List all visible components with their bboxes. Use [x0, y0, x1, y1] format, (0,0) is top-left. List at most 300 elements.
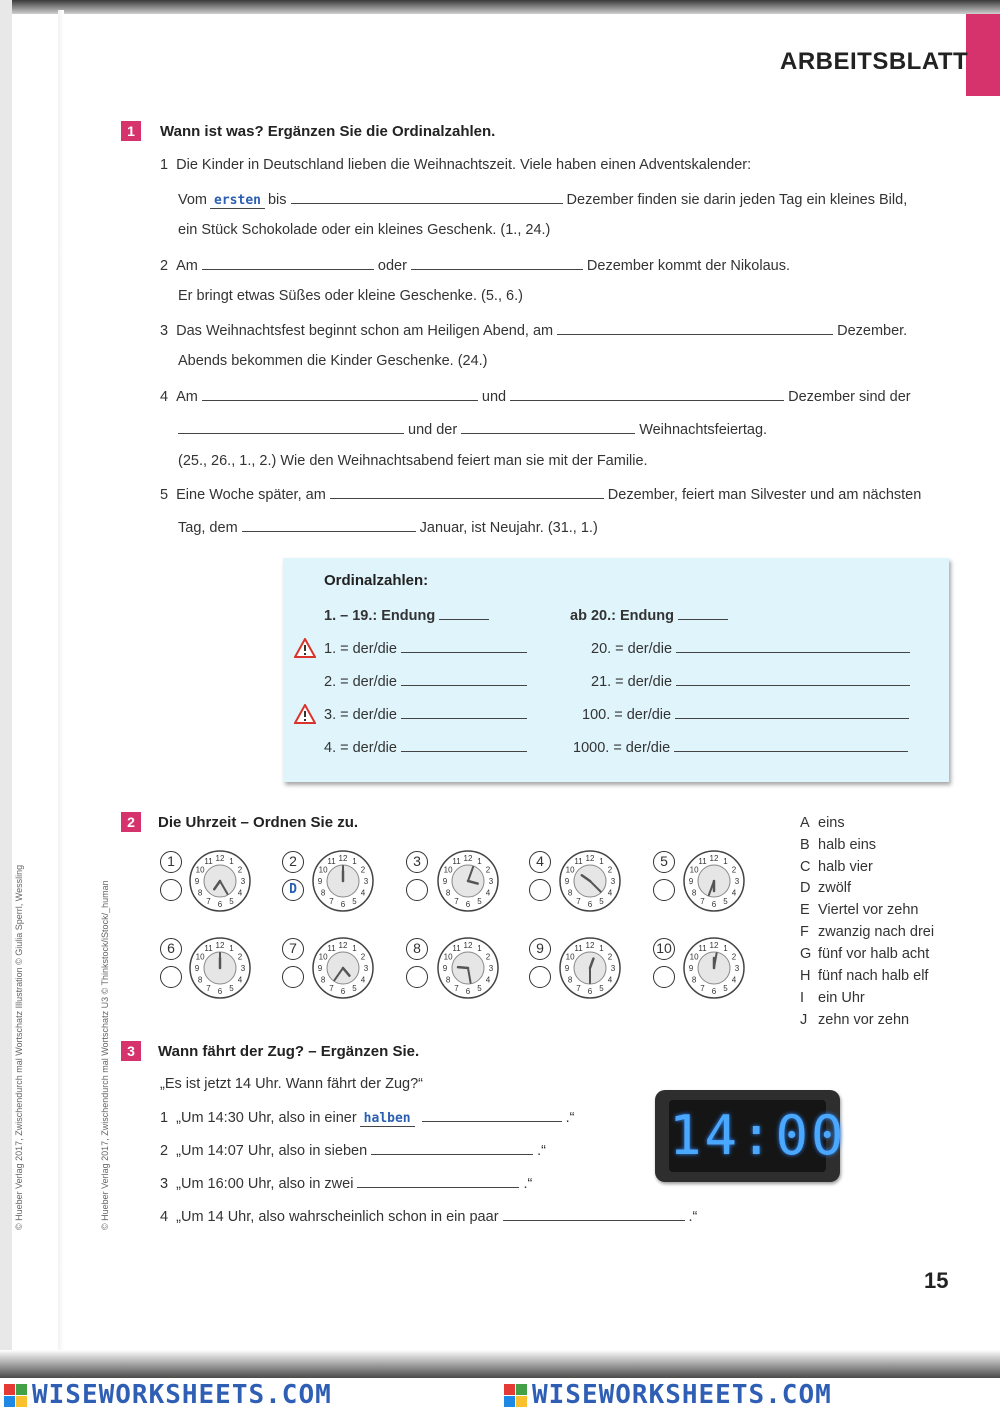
blank-field[interactable] — [330, 485, 604, 499]
ordinal-label: 2. = der/die — [324, 674, 397, 690]
scan-edge-left — [0, 0, 12, 1413]
svg-text:5: 5 — [352, 896, 357, 906]
svg-text:4: 4 — [731, 888, 737, 898]
svg-text:10: 10 — [565, 865, 575, 875]
item-text: „Um 14 Uhr, also wahrscheinlich schon in ein paar — [176, 1209, 499, 1225]
item3-line1 — [160, 321, 907, 339]
blank-field[interactable] — [202, 256, 374, 270]
answer-letter: B — [800, 837, 810, 853]
svg-text:11: 11 — [327, 857, 336, 867]
svg-text:3: 3 — [240, 964, 246, 973]
svg-text:2: 2 — [485, 865, 491, 875]
blank-field[interactable] — [439, 606, 489, 620]
svg-text:12: 12 — [585, 941, 595, 950]
item-text: Tag, dem — [178, 520, 238, 536]
clock-number-5: 5 — [653, 851, 675, 873]
svg-text:7: 7 — [454, 896, 459, 906]
svg-text:7: 7 — [576, 983, 581, 993]
svg-text:4: 4 — [731, 975, 737, 985]
answer-i — [800, 990, 865, 1006]
s3-item4 — [160, 1207, 697, 1225]
item5-line1 — [160, 485, 921, 503]
footer-brand-text: WISEWORKSHEETS.COM — [532, 1380, 832, 1410]
svg-text:2: 2 — [731, 952, 737, 962]
svg-text:11: 11 — [452, 857, 461, 867]
svg-text:3: 3 — [363, 877, 369, 886]
svg-text:2: 2 — [607, 952, 613, 962]
digital-clock-time: 14:00 — [669, 1100, 826, 1172]
svg-text:6: 6 — [217, 900, 223, 909]
svg-text:4: 4 — [237, 975, 243, 985]
analog-clock-10 — [682, 936, 746, 1000]
item-text: Am — [176, 258, 198, 274]
clock-answer-1[interactable] — [160, 879, 182, 901]
blank-field[interactable] — [401, 672, 527, 686]
svg-text:3: 3 — [363, 964, 369, 973]
blank-field[interactable] — [202, 387, 478, 401]
svg-text:10: 10 — [318, 952, 328, 962]
clock-number-4: 4 — [529, 851, 551, 873]
clock-answer-6[interactable] — [160, 966, 182, 988]
analog-clock-6 — [188, 936, 252, 1000]
analog-clock-5 — [682, 849, 746, 913]
ordinal-label: 20. = der/die — [591, 641, 673, 657]
svg-text:6: 6 — [340, 987, 346, 996]
item4-line2 — [174, 420, 767, 438]
svg-text:7: 7 — [700, 896, 705, 906]
svg-text:9: 9 — [564, 964, 570, 973]
answer-b — [800, 837, 876, 853]
svg-text:5: 5 — [477, 896, 482, 906]
section1-title: Wann ist was? Ergänzen Sie die Ordinalzahlen. — [160, 123, 496, 140]
svg-text:4: 4 — [360, 975, 366, 985]
ordinal-row-1 — [324, 639, 531, 657]
svg-text:7: 7 — [576, 896, 581, 906]
filled-answer-halben[interactable]: halben — [360, 1111, 415, 1127]
blank-field[interactable] — [503, 1207, 685, 1221]
clock-number-8: 8 — [406, 938, 428, 960]
s3-item2 — [160, 1141, 546, 1159]
answer-text: zwanzig nach drei — [818, 924, 935, 940]
side-credit-illustration: © Hueber Verlag 2017, Zwischendurch mal Wortschatz Illustration © Giulia Sperrl, Wessling — [14, 864, 24, 1230]
item2-line1 — [160, 256, 790, 274]
analog-clock-9 — [558, 936, 622, 1000]
answer-h — [800, 968, 928, 984]
item2-line2: Er bringt etwas Süßes oder kleine Geschenke. (5., 6.) — [178, 288, 523, 304]
svg-text:3: 3 — [488, 877, 494, 886]
blank-field[interactable] — [178, 420, 404, 434]
analog-clock-3 — [436, 849, 500, 913]
svg-text:1: 1 — [352, 857, 357, 867]
svg-text:3: 3 — [240, 877, 246, 886]
svg-text:11: 11 — [452, 944, 461, 954]
sheet-title: ARBEITSBLATT — [780, 48, 969, 75]
answer-letter: A — [800, 815, 810, 831]
svg-text:1: 1 — [599, 857, 604, 867]
svg-text:12: 12 — [463, 941, 473, 950]
clock-number-9: 9 — [529, 938, 551, 960]
item1-line2 — [178, 190, 907, 209]
svg-text:10: 10 — [689, 952, 699, 962]
blank-field[interactable] — [357, 1174, 519, 1188]
brand-logo-icon — [504, 1384, 528, 1408]
analog-clock-7 — [311, 936, 375, 1000]
ordinal-row-100 — [582, 705, 913, 723]
item-text: „Um 16:00 Uhr, also in zwei — [176, 1176, 354, 1192]
section1-number-badge: 1 — [121, 121, 141, 141]
svg-text:5: 5 — [599, 896, 604, 906]
svg-text:11: 11 — [698, 857, 707, 867]
clock-number-1: 1 — [160, 851, 182, 873]
scan-edge-bottom — [0, 1350, 1000, 1378]
clock-number-2: 2 — [282, 851, 304, 873]
answer-text: halb eins — [818, 837, 877, 853]
ordinal-header-text: 1. – 19.: Endung — [324, 608, 436, 624]
item-text: .“ — [523, 1176, 533, 1192]
svg-text:12: 12 — [338, 941, 348, 950]
item-text: Die Kinder in Deutschland lieben die Weihnachtszeit. Viele haben einen Adventskalender: — [176, 157, 752, 173]
ordinal-label: 3. = der/die — [324, 707, 397, 723]
filled-answer-ersten[interactable]: ersten — [210, 193, 265, 209]
answer-e — [800, 902, 918, 918]
svg-text:9: 9 — [564, 877, 570, 886]
scan-edge-top — [0, 0, 1000, 14]
svg-text:10: 10 — [443, 865, 453, 875]
svg-text:1: 1 — [477, 944, 482, 954]
svg-text:2: 2 — [360, 952, 366, 962]
ordinal-row-3 — [324, 705, 531, 723]
answer-text: fünf vor halb acht — [818, 946, 930, 962]
item-text: .“ — [565, 1110, 575, 1126]
clock-answer-5[interactable] — [653, 879, 675, 901]
clock-answer-4[interactable] — [529, 879, 551, 901]
svg-text:2: 2 — [485, 952, 491, 962]
svg-text:3: 3 — [610, 964, 616, 973]
analog-clock-8 — [436, 936, 500, 1000]
ordinal-label: 1. = der/die — [324, 641, 397, 657]
svg-text:2: 2 — [360, 865, 366, 875]
answer-letter: G — [800, 946, 812, 962]
blank-field[interactable] — [678, 606, 728, 620]
svg-text:12: 12 — [709, 941, 719, 950]
svg-text:11: 11 — [327, 944, 336, 954]
ordinal-row-21 — [591, 672, 914, 690]
blank-field[interactable] — [674, 738, 908, 752]
svg-text:3: 3 — [610, 877, 616, 886]
answer-letter: E — [800, 902, 810, 918]
item1-line1 — [160, 157, 751, 173]
svg-text:12: 12 — [338, 854, 348, 863]
svg-text:7: 7 — [329, 983, 334, 993]
blank-field[interactable] — [401, 738, 527, 752]
svg-text:9: 9 — [442, 964, 448, 973]
answer-text: ein Uhr — [818, 990, 865, 1006]
ordinal-header-text: ab 20.: Endung — [570, 608, 674, 624]
svg-text:2: 2 — [607, 865, 613, 875]
ordinal-label: 21. = der/die — [591, 674, 673, 690]
section2-number-badge: 2 — [121, 812, 141, 832]
item3-line2: Abends bekommen die Kinder Geschenke. (24.) — [178, 353, 488, 369]
item4-line3: (25., 26., 1., 2.) Wie den Weihnachtsabend feiert man sie mit der Familie. — [178, 453, 648, 469]
svg-text:10: 10 — [565, 952, 575, 962]
item-number: 5 — [160, 487, 169, 503]
blank-field[interactable] — [401, 639, 527, 653]
svg-text:4: 4 — [485, 888, 491, 898]
svg-text:12: 12 — [215, 941, 225, 950]
svg-text:7: 7 — [206, 896, 211, 906]
side-credit-photo: © Hueber Verlag 2017, Zwischendurch mal Wortschatz U3 © Thinkstock/iStock/_human — [100, 880, 110, 1230]
svg-text:3: 3 — [734, 877, 740, 886]
answer-text: zwölf — [818, 880, 852, 896]
warning-triangle-icon — [294, 704, 316, 724]
blank-field[interactable] — [242, 518, 416, 532]
svg-text:1: 1 — [723, 857, 728, 867]
blank-field[interactable] — [291, 190, 563, 204]
answer-letter: I — [800, 990, 805, 1006]
svg-text:8: 8 — [320, 888, 326, 898]
svg-text:11: 11 — [204, 944, 213, 954]
svg-text:9: 9 — [317, 877, 323, 886]
item-text: und der — [408, 422, 458, 438]
item-number: 3 — [160, 323, 169, 339]
answer-letter: D — [800, 880, 811, 896]
page-gutter — [58, 10, 64, 1350]
svg-text:9: 9 — [442, 877, 448, 886]
item-text: Dezember. — [837, 323, 908, 339]
ordinal-label: 100. = der/die — [582, 707, 672, 723]
answer-j — [800, 1012, 909, 1028]
item-number: 4 — [160, 389, 169, 405]
item-text: oder — [377, 258, 407, 274]
ordinal-row-4 — [324, 738, 531, 756]
svg-text:5: 5 — [477, 983, 482, 993]
svg-text:6: 6 — [587, 987, 593, 996]
svg-text:12: 12 — [585, 854, 595, 863]
item-text: „Um 14:30 Uhr, also in einer — [176, 1110, 357, 1126]
answer-text: halb vier — [818, 859, 873, 875]
svg-text:5: 5 — [599, 983, 604, 993]
svg-text:9: 9 — [688, 877, 694, 886]
hour-hand — [458, 967, 468, 968]
svg-text:8: 8 — [445, 975, 451, 985]
item1-line3: ein Stück Schokolade oder ein kleines Geschenk. (1., 24.) — [178, 222, 551, 238]
blank-field[interactable] — [676, 672, 910, 686]
svg-text:6: 6 — [465, 900, 471, 909]
section3-number-badge: 3 — [121, 1041, 141, 1061]
svg-text:11: 11 — [204, 857, 213, 867]
svg-text:8: 8 — [445, 888, 451, 898]
analog-clock-2 — [311, 849, 375, 913]
svg-text:6: 6 — [340, 900, 346, 909]
footer-brand-text: WISEWORKSHEETS.COM — [32, 1380, 332, 1410]
digital-clock-display — [655, 1090, 847, 1182]
answer-letter: H — [800, 968, 811, 984]
analog-clock-4 — [558, 849, 622, 913]
answer-text: eins — [818, 815, 845, 831]
section2-title: Die Uhrzeit – Ordnen Sie zu. — [158, 814, 359, 831]
svg-text:2: 2 — [237, 952, 243, 962]
ordinal-left-header — [324, 606, 493, 624]
answer-text: Viertel vor zehn — [818, 902, 919, 918]
svg-text:3: 3 — [488, 964, 494, 973]
svg-text:9: 9 — [194, 964, 200, 973]
s3-item3 — [160, 1174, 532, 1192]
svg-text:12: 12 — [215, 854, 225, 863]
answer-d — [800, 880, 851, 896]
svg-text:6: 6 — [587, 900, 593, 909]
svg-text:8: 8 — [197, 975, 203, 985]
svg-text:8: 8 — [691, 888, 697, 898]
answer-text: fünf nach halb elf — [818, 968, 929, 984]
ordinal-right-header — [570, 606, 732, 624]
item-text: Januar, ist Neujahr. (31., 1.) — [419, 520, 598, 536]
svg-text:7: 7 — [329, 896, 334, 906]
clock-answer-3[interactable] — [406, 879, 428, 901]
item-number: 4 — [160, 1209, 169, 1225]
svg-text:1: 1 — [352, 944, 357, 954]
page-number: 15 — [924, 1268, 949, 1293]
blank-field[interactable] — [411, 256, 583, 270]
answer-letter: C — [800, 859, 811, 875]
clock-answer-10[interactable] — [653, 966, 675, 988]
svg-text:12: 12 — [709, 854, 719, 863]
blank-field[interactable] — [461, 420, 635, 434]
s3-item1 — [160, 1108, 575, 1127]
svg-text:7: 7 — [454, 983, 459, 993]
answer-g — [800, 946, 929, 962]
item-number: 1 — [160, 1110, 169, 1126]
blank-field[interactable] — [675, 705, 909, 719]
warning-triangle-icon — [294, 638, 316, 658]
item-text: bis — [267, 192, 287, 208]
section3-intro: „Es ist jetzt 14 Uhr. Wann fährt der Zug?“ — [160, 1076, 423, 1092]
item-text: „Um 14:07 Uhr, also in sieben — [176, 1143, 368, 1159]
clock-answer-8[interactable] — [406, 966, 428, 988]
ordinal-row-2 — [324, 672, 531, 690]
item-text: Dezember finden sie darin jeden Tag ein kleines Bild, — [566, 192, 908, 208]
section3-title: Wann fährt der Zug? – Ergänzen Sie. — [158, 1043, 420, 1060]
clock-answer-7[interactable] — [282, 966, 304, 988]
svg-text:1: 1 — [599, 944, 604, 954]
ordinal-row-20 — [591, 639, 914, 657]
svg-text:3: 3 — [734, 964, 740, 973]
svg-text:2: 2 — [731, 865, 737, 875]
svg-text:6: 6 — [711, 900, 717, 909]
svg-text:5: 5 — [229, 896, 234, 906]
item5-line2 — [178, 518, 598, 536]
answer-letter: J — [800, 1012, 808, 1028]
ordinal-label: 1000. = der/die — [573, 740, 671, 756]
svg-text:5: 5 — [229, 983, 234, 993]
item-text: Am — [176, 389, 198, 405]
svg-text:8: 8 — [567, 888, 573, 898]
svg-text:4: 4 — [485, 975, 491, 985]
answer-c — [800, 859, 873, 875]
clock-number-6: 6 — [160, 938, 182, 960]
answer-a — [800, 815, 845, 831]
clock-number-3: 3 — [406, 851, 428, 873]
svg-text:9: 9 — [317, 964, 323, 973]
item-text: Eine Woche später, am — [176, 487, 326, 503]
item-text: Dezember, feiert man Silvester und am nächsten — [607, 487, 922, 503]
svg-text:5: 5 — [723, 983, 728, 993]
item-number: 3 — [160, 1176, 169, 1192]
blank-field[interactable] — [422, 1108, 562, 1122]
svg-text:6: 6 — [711, 987, 717, 996]
blank-field[interactable] — [371, 1141, 533, 1155]
clock-answer-2[interactable]: D — [282, 879, 304, 901]
svg-text:8: 8 — [320, 975, 326, 985]
answer-text: zehn vor zehn — [818, 1012, 910, 1028]
svg-text:8: 8 — [197, 888, 203, 898]
clock-answer-9[interactable] — [529, 966, 551, 988]
ordinal-label: 4. = der/die — [324, 740, 397, 756]
svg-text:10: 10 — [318, 865, 328, 875]
svg-text:10: 10 — [689, 865, 699, 875]
item-text: Vom — [178, 192, 208, 208]
svg-text:2: 2 — [237, 865, 243, 875]
svg-text:1: 1 — [477, 857, 482, 867]
ordinal-row-1000 — [573, 738, 912, 756]
blank-field[interactable] — [676, 639, 910, 653]
item-text: .“ — [537, 1143, 547, 1159]
svg-text:11: 11 — [574, 944, 583, 954]
item-text: Dezember sind der — [788, 389, 911, 405]
svg-text:10: 10 — [195, 952, 205, 962]
clock-number-7: 7 — [282, 938, 304, 960]
svg-text:11: 11 — [698, 944, 707, 954]
item-text: .“ — [688, 1209, 698, 1225]
svg-text:10: 10 — [195, 865, 205, 875]
answer-f — [800, 924, 934, 940]
svg-text:1: 1 — [229, 857, 234, 867]
svg-text:6: 6 — [217, 987, 223, 996]
pink-corner-tab — [966, 14, 1000, 96]
svg-text:5: 5 — [723, 896, 728, 906]
svg-text:9: 9 — [194, 877, 200, 886]
answer-letter: F — [800, 924, 809, 940]
analog-clock-1 — [188, 849, 252, 913]
blank-field[interactable] — [557, 321, 833, 335]
item-text: Das Weihnachtsfest beginnt schon am Heiligen Abend, am — [176, 323, 554, 339]
blank-field[interactable] — [401, 705, 527, 719]
svg-text:1: 1 — [229, 944, 234, 954]
svg-text:10: 10 — [443, 952, 453, 962]
item-number: 2 — [160, 258, 169, 274]
item-text: Weihnachtsfeiertag. — [639, 422, 768, 438]
item-text: Dezember kommt der Nikolaus. — [586, 258, 790, 274]
svg-text:9: 9 — [688, 964, 694, 973]
svg-text:4: 4 — [607, 975, 613, 985]
svg-text:4: 4 — [237, 888, 243, 898]
blank-field[interactable] — [510, 387, 784, 401]
svg-text:7: 7 — [700, 983, 705, 993]
svg-text:7: 7 — [206, 983, 211, 993]
svg-text:4: 4 — [607, 888, 613, 898]
svg-text:12: 12 — [463, 854, 473, 863]
svg-text:11: 11 — [574, 857, 583, 867]
item-number: 2 — [160, 1143, 169, 1159]
svg-text:4: 4 — [360, 888, 366, 898]
svg-text:8: 8 — [691, 975, 697, 985]
clock-number-10: 10 — [653, 938, 675, 960]
svg-text:8: 8 — [567, 975, 573, 985]
item-text: und — [481, 389, 507, 405]
svg-text:6: 6 — [465, 987, 471, 996]
item-number: 1 — [160, 157, 169, 173]
item4-line1 — [160, 387, 911, 405]
brand-logo-icon — [4, 1384, 28, 1408]
